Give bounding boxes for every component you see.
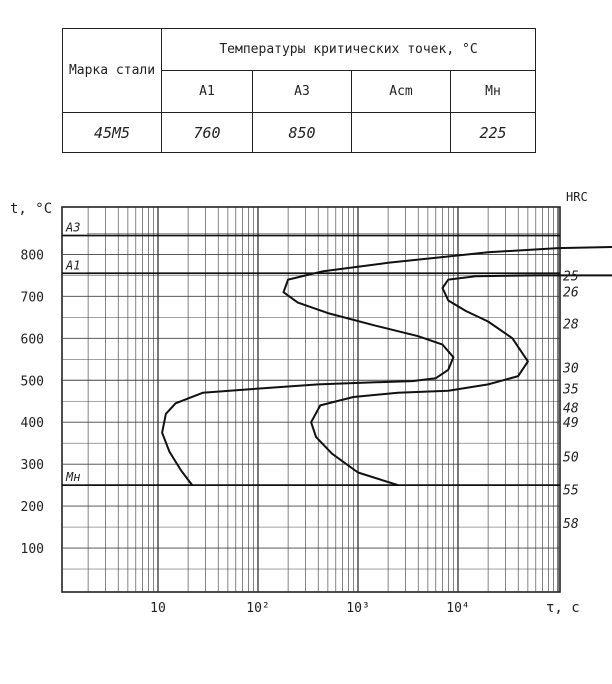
steel-grade-value: 45М5	[63, 113, 162, 153]
hrc-value: 55	[563, 483, 579, 499]
hrc-value: 35	[563, 382, 579, 398]
col-a3: A3	[253, 71, 352, 113]
col-mn: Mн	[451, 71, 536, 113]
x-axis-label: τ, с	[546, 600, 580, 616]
hrc-value: 30	[563, 361, 579, 377]
steel-grade-header: Марка стали	[63, 29, 162, 113]
x-tick-label: 10	[150, 601, 166, 616]
col-a1: A1	[162, 71, 253, 113]
y-tick-label: 100	[20, 542, 44, 558]
level-label: Mн	[66, 470, 81, 485]
value-mn: 225	[451, 113, 536, 153]
critical-temps-header: Температуры критических точек, °С	[162, 29, 536, 71]
y-tick-label: 700	[20, 290, 44, 306]
transformation-curve	[162, 246, 612, 485]
value-a1: 760	[162, 113, 253, 153]
plot-frame	[62, 207, 560, 592]
hrc-value: 49	[563, 416, 579, 432]
y-tick-label: 300	[20, 458, 44, 474]
hrc-value: 25	[563, 269, 579, 285]
y-tick-label: 800	[20, 248, 44, 264]
x-tick-label: 10²	[246, 601, 270, 616]
x-tick-label: 10⁴	[446, 601, 470, 616]
hrc-value: 48	[563, 401, 579, 417]
level-label: A1	[66, 258, 81, 273]
y-tick-label: 400	[20, 416, 44, 432]
hrc-value: 58	[563, 516, 579, 532]
y-axis-label: t, °С	[10, 201, 53, 217]
y-tick-label: 500	[20, 374, 44, 390]
col-acm: Acm	[352, 71, 451, 113]
y-tick-label: 200	[20, 500, 44, 516]
hrc-value: 50	[563, 450, 579, 466]
x-tick-label: 10³	[346, 601, 370, 616]
level-label: A3	[66, 220, 81, 235]
hrc-value: 28	[563, 317, 579, 333]
hrc-label: HRC	[566, 190, 588, 204]
hrc-value: 26	[563, 285, 579, 301]
y-tick-label: 600	[20, 332, 44, 348]
value-a3: 850	[253, 113, 352, 153]
